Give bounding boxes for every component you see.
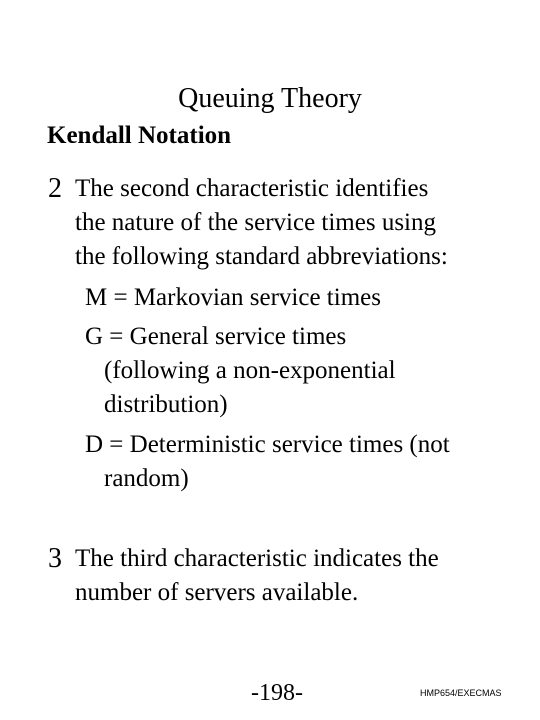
definition-g-cont-1: (following a non-exponential	[104, 357, 396, 384]
course-code: HMP654/EXECMAS	[420, 688, 502, 698]
definition-d: D = Deterministic service times (not	[85, 431, 450, 458]
item-2-line-1: The second characteristic identifies	[75, 175, 429, 202]
page-title: Queuing Theory	[178, 83, 362, 114]
definition-g-cont-2: distribution)	[104, 391, 228, 418]
definition-g: G = General service times	[85, 323, 347, 350]
section-subtitle: Kendall Notation	[47, 122, 232, 149]
definition-d-cont: random)	[104, 465, 189, 492]
item-3-line-2: number of servers available.	[75, 579, 359, 606]
item-number-3: 3	[48, 543, 62, 574]
item-3-line-1: The third characteristic indicates the	[75, 545, 439, 572]
item-2-line-3: the following standard abbreviations:	[75, 243, 448, 270]
item-2-line-2: the nature of the service times using	[75, 209, 436, 236]
definition-m: M = Markovian service times	[85, 284, 381, 311]
item-number-2: 2	[48, 173, 62, 204]
page-number: -198-	[251, 680, 303, 706]
